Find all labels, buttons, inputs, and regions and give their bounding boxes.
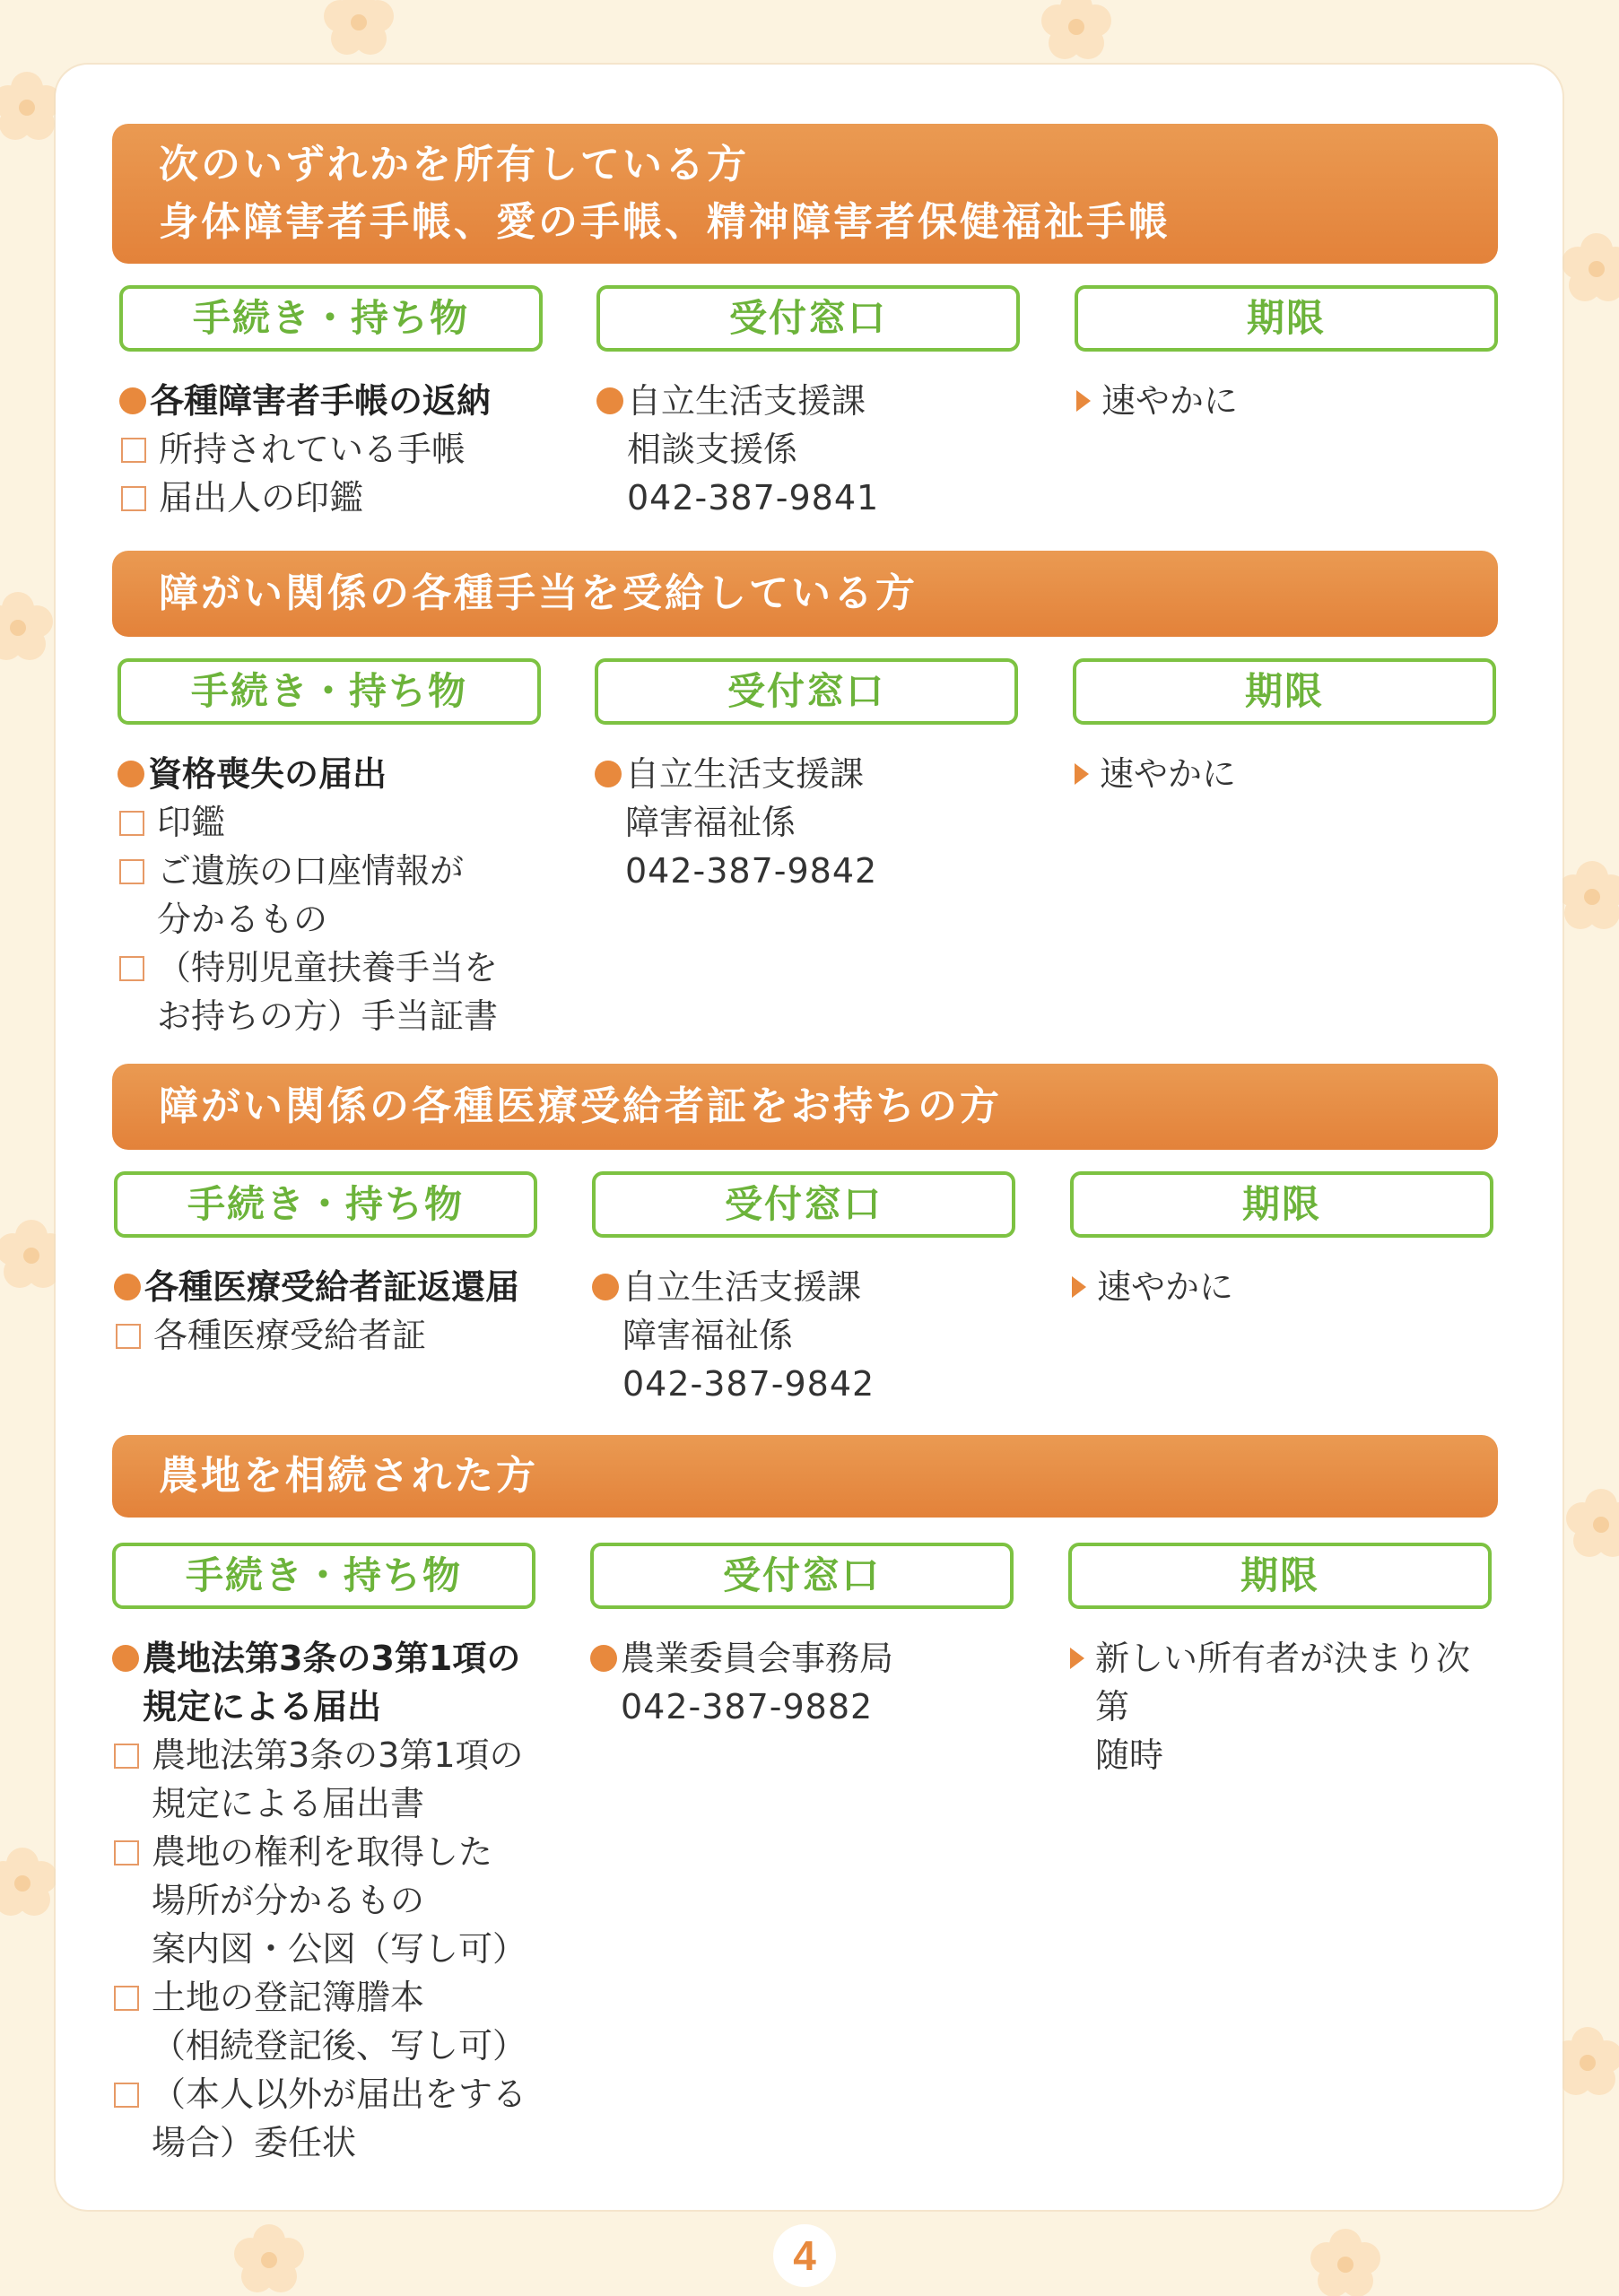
counter-header: 受付窓口 (590, 1543, 1014, 1609)
checkbox-icon (114, 2083, 139, 2108)
procedure-column (112, 1634, 543, 2167)
triangle-arrow-icon (1072, 1276, 1086, 1298)
checklist-item: 所持されている手帳 (119, 425, 550, 474)
section-medical-certificate (112, 1064, 1498, 1422)
deadline-text: 速やかに (1073, 750, 1503, 798)
counter-column (590, 1634, 1021, 1731)
orange-dot-bullet-icon (114, 1274, 141, 1300)
counter-header: 受付窓口 (595, 658, 1018, 725)
counter-subdepartment: 障害福祉係 (625, 803, 796, 842)
checklist-item: 届出人の印鑑 (119, 474, 550, 522)
checklist-item: 土地の登記簿謄本 （相続登記後、写し可） (112, 1973, 543, 2070)
checkbox-icon (121, 486, 146, 511)
page-number: 4 (773, 2224, 836, 2287)
deadline-column (1070, 1263, 1501, 1311)
section-banner (112, 1435, 1498, 1518)
procedure-column (119, 377, 550, 522)
banner-title-line: 障がい関係の各種医療受給者証をお持ちの方 (159, 1083, 1002, 1129)
section-banner (112, 1064, 1498, 1150)
counter-header: 受付窓口 (596, 285, 1020, 352)
counter-column (596, 377, 1027, 522)
counter-phone: 042-387-9842 (622, 1364, 875, 1404)
deadline-header: 期限 (1073, 658, 1496, 725)
checkbox-icon (114, 1744, 139, 1769)
checkbox-icon (121, 438, 146, 463)
deadline-header: 期限 (1075, 285, 1498, 352)
procedure-header: 手続き・持ち物 (112, 1543, 535, 1609)
procedure-header: 手続き・持ち物 (114, 1171, 537, 1238)
deadline-text: 速やかに (1070, 1263, 1501, 1311)
checklist-item: 農地の権利を取得した 場所が分かるもの 案内図・公図（写し可） (112, 1828, 543, 1973)
triangle-arrow-icon (1076, 390, 1091, 412)
procedure-header: 手続き・持ち物 (119, 285, 543, 352)
checklist-item: ご遺族の口座情報が 分かるもの (118, 847, 548, 944)
section-disability-allowance (112, 551, 1498, 1053)
procedure-title: 資格喪失の届出 (118, 750, 548, 798)
counter-column (592, 1263, 1023, 1408)
orange-dot-bullet-icon (590, 1645, 617, 1672)
banner-title-line: 障がい関係の各種手当を受給している方 (159, 570, 918, 616)
checkbox-icon (119, 956, 144, 981)
procedure-title: 農地法第3条の3第1項の 規定による届出 (112, 1634, 543, 1731)
counter-department: 自立生活支援課 (596, 377, 1027, 425)
procedure-column (118, 750, 548, 1040)
orange-dot-bullet-icon (118, 761, 144, 787)
triangle-arrow-icon (1075, 763, 1089, 785)
section-banner (112, 124, 1498, 264)
checklist-item: 農地法第3条の3第1項の 規定による届出書 (112, 1731, 543, 1828)
checklist-item: 印鑑 (118, 798, 548, 847)
checkbox-icon (116, 1324, 141, 1349)
procedure-column (114, 1263, 544, 1360)
counter-department: 自立生活支援課 (592, 1263, 1023, 1311)
counter-phone: 042-387-9882 (621, 1687, 874, 1726)
checklist-item: （特別児童扶養手当を お持ちの方）手当証書 (118, 944, 548, 1040)
counter-header: 受付窓口 (592, 1171, 1015, 1238)
counter-phone: 042-387-9841 (627, 478, 880, 517)
orange-dot-bullet-icon (112, 1645, 139, 1672)
procedure-header: 手続き・持ち物 (118, 658, 541, 725)
checkbox-icon (114, 1840, 139, 1866)
procedure-title: 各種医療受給者証返還届 (114, 1263, 544, 1311)
deadline-column (1073, 750, 1503, 798)
banner-title-line: 次のいずれかを所有している方 (159, 142, 749, 187)
counter-phone: 042-387-9842 (625, 851, 878, 891)
checkbox-icon (114, 1986, 139, 2011)
counter-department: 自立生活支援課 (595, 750, 1025, 798)
checklist-item: （本人以外が届出をする 場合）委任状 (112, 2070, 543, 2167)
orange-dot-bullet-icon (592, 1274, 619, 1300)
banner-title-line: 農地を相続された方 (159, 1453, 538, 1499)
counter-department: 農業委員会事務局 (590, 1634, 1021, 1683)
section-farmland-inheritance (112, 1435, 1498, 2170)
orange-dot-bullet-icon (596, 387, 623, 414)
checklist-item: 各種医療受給者証 (114, 1311, 544, 1360)
counter-subdepartment: 障害福祉係 (622, 1316, 794, 1355)
counter-column (595, 750, 1025, 895)
orange-dot-bullet-icon (119, 387, 146, 414)
procedure-title: 各種障害者手帳の返納 (119, 377, 550, 425)
deadline-text: 新しい所有者が決まり次第 随時 (1068, 1634, 1499, 1779)
deadline-header: 期限 (1070, 1171, 1493, 1238)
checkbox-icon (119, 859, 144, 884)
checkbox-icon (119, 811, 144, 836)
section-disability-handbook (112, 124, 1498, 518)
counter-subdepartment: 相談支援係 (627, 430, 798, 469)
orange-dot-bullet-icon (595, 761, 622, 787)
deadline-header: 期限 (1068, 1543, 1492, 1609)
section-banner (112, 551, 1498, 637)
deadline-column (1075, 377, 1505, 425)
triangle-arrow-icon (1070, 1648, 1084, 1669)
deadline-column (1068, 1634, 1499, 1779)
deadline-text: 速やかに (1075, 377, 1505, 425)
banner-title-line: 身体障害者手帳、愛の手帳、精神障害者保健福祉手帳 (159, 199, 1171, 245)
